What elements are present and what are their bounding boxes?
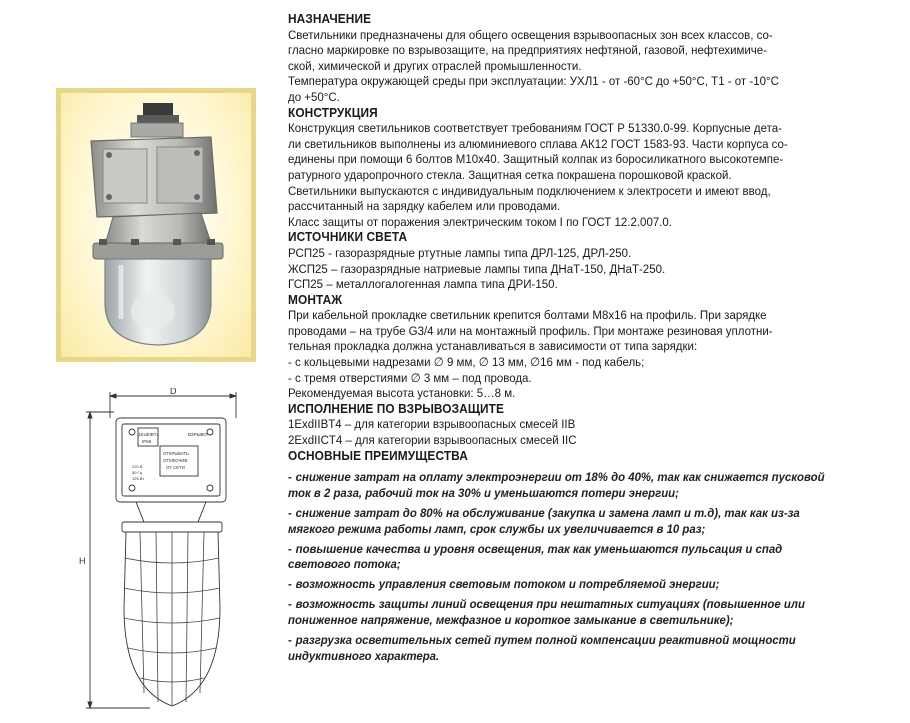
mounting-line-4: - с кольцевыми надрезами ∅ 9 мм, ∅ 13 мм, ∅16 мм - под кабель; [288, 355, 645, 370]
purpose-line-1: Светильники предназначены для общего освещения взрывоопасных зон всех классов, со- [288, 27, 773, 42]
luminaire-drawing [70, 388, 260, 718]
bullet-marker: - [288, 541, 292, 556]
advantage-text: снижение затрат на оплату электроэнергии от 18% до 40%, так как снижается пусковой ток в 2 раза, рабочий ток на 30% и уменьшаются потери энергии; [288, 470, 825, 500]
bullet-marker: - [288, 470, 292, 485]
ex-line-1: 1ExdIIBT4 – для категории взрывоопасных смесей IIB [288, 417, 576, 432]
light-source-line-1: РСП25 - газоразрядные ртутные лампы типа ДРЛ-125, ДРЛ-250. [288, 245, 632, 260]
bullet-marker: - [288, 633, 292, 648]
center-label-1: ОТКРЫВАТЬ [163, 451, 189, 456]
advantage-text: снижение затрат до 80% на обслуживание (закупка и замена ламп и т.д), так как из-за мягкого режима работы ламп, срок службы их увеличивается в 10 раз; [288, 505, 800, 536]
center-label-2: ОТКЛЮЧИВ [163, 458, 188, 463]
design-line-2: ли светильников выполнены из алюминиевого сплава АК12 ГОСТ 1583-93. Части корпуса со- [288, 136, 788, 151]
dim-d-label: D [170, 388, 177, 396]
light-source-line-2: ЖСП25 – газоразрядные натриевые лампы типа ДНаТ-150, ДНаТ-250. [288, 261, 666, 276]
mounting-line-5: - с тремя отверстиями ∅ 3 мм – под провода. [288, 370, 532, 385]
advantage-text: разгрузка осветительных сетей путем полной компенсации реактивной мощности индуктивного характера. [288, 633, 796, 663]
side-small-3: 125 Вт [132, 476, 145, 481]
heading-explosion-protection: ИСПОЛНЕНИЕ ПО ВЗРЫВОЗАЩИТЕ [288, 401, 505, 416]
design-line-1: Конструкция светильников соответствует требованиям ГОСТ Р 51330.0-99. Корпусные дета- [288, 121, 782, 136]
spec-text [288, 12, 831, 669]
bullet-marker: - [288, 577, 292, 592]
technical-drawing [70, 388, 260, 718]
design-line-4: ратурного ударопрочного стекла. Защитная сетка покрашена порошковой краской. [288, 167, 732, 182]
advantage-item [288, 597, 831, 628]
side-small-1: 220 В [132, 464, 143, 469]
heading-design: КОНСТРУКЦИЯ [288, 105, 378, 120]
ex-line-2: 2ExdIICT4 – для категории взрывоопасных смесей IIC [288, 433, 577, 448]
dim-h-label: H [79, 556, 86, 566]
design-line-3: единены при помощи 6 болтов М10х40. Защитный колпак из боросиликатного высокотемпе- [288, 152, 784, 167]
advantage-text: возможность управления световым потоком и потребляемой энергии; [295, 577, 720, 592]
heading-advantages: ОСНОВНЫЕ ПРЕИМУЩЕСТВА [288, 448, 468, 463]
design-line-5: Светильники выпускаются с индивидуальным подключением к электросети и имеют ввод, [288, 183, 771, 198]
purpose-line-4: Температура окружающей среды при эксплуатации: УХЛ1 - от -60°С до +50°С, Т1 - от -10°С [288, 74, 779, 89]
advantage-item [288, 470, 831, 501]
advantage-item [288, 506, 831, 537]
heading-purpose: НАЗНАЧЕНИЕ [288, 12, 372, 26]
bullet-marker: - [288, 597, 292, 612]
side-small-2: 50 Гц [132, 470, 143, 475]
purpose-line-5: до +50°С. [288, 89, 340, 104]
mounting-line-3: тельная прокладка должна устанавливаться в зависимости от типа зарядки: [288, 339, 698, 354]
advantage-item [288, 542, 831, 573]
mounting-line-1: При кабельной прокладке светильник крепится болтами М8х16 на профиль. При зарядке [288, 308, 767, 323]
mounting-line-2: проводами – на трубе G3/4 или на монтажный профиль. При монтаже резиновая уплотни- [288, 323, 773, 338]
advantage-item [288, 577, 831, 593]
center-label-3: ОТ СЕТИ [166, 465, 185, 470]
heading-light-sources: ИСТОЧНИКИ СВЕТА [288, 230, 408, 245]
plate-line-2: IP66 [142, 439, 152, 444]
luminaire-photo [61, 93, 251, 357]
product-photo-frame [56, 88, 256, 362]
advantage-text: повышение качества и уровня освещения, так как уменьшаются пульсация и спад светового потока; [288, 541, 783, 572]
light-source-line-3: ГСП25 – металлогалогенная лампа типа ДРИ-150. [288, 277, 558, 292]
plate-line-1: 1ExdIIBT4 [138, 432, 160, 437]
design-line-6: рассчитанный на зарядку кабелем или проводами. [288, 199, 561, 214]
bullet-marker: - [288, 505, 292, 520]
box-label: ВЗРЫВО- [188, 432, 209, 437]
mounting-line-6: Рекомендуемая высота установки: 5…8 м. [288, 386, 516, 401]
advantages-list [288, 470, 831, 664]
advantage-item [288, 633, 831, 664]
heading-mounting: МОНТАЖ [288, 292, 343, 307]
advantage-text: возможность защиты линий освещения при нештатных ситуациях (повышенное или пониженное напряжение, межфазное и короткое замыкание в светильнике); [288, 597, 805, 627]
purpose-line-3: ской, химической и других отраслей промышленности. [288, 58, 582, 73]
design-line-7: Класс защиты от поражения электрическим током I по ГОСТ 12.2.007.0. [288, 214, 673, 229]
purpose-line-2: гласно маркировке по взрывозащите, на предприятиях нефтяной, газовой, нефтехимиче- [288, 43, 768, 58]
